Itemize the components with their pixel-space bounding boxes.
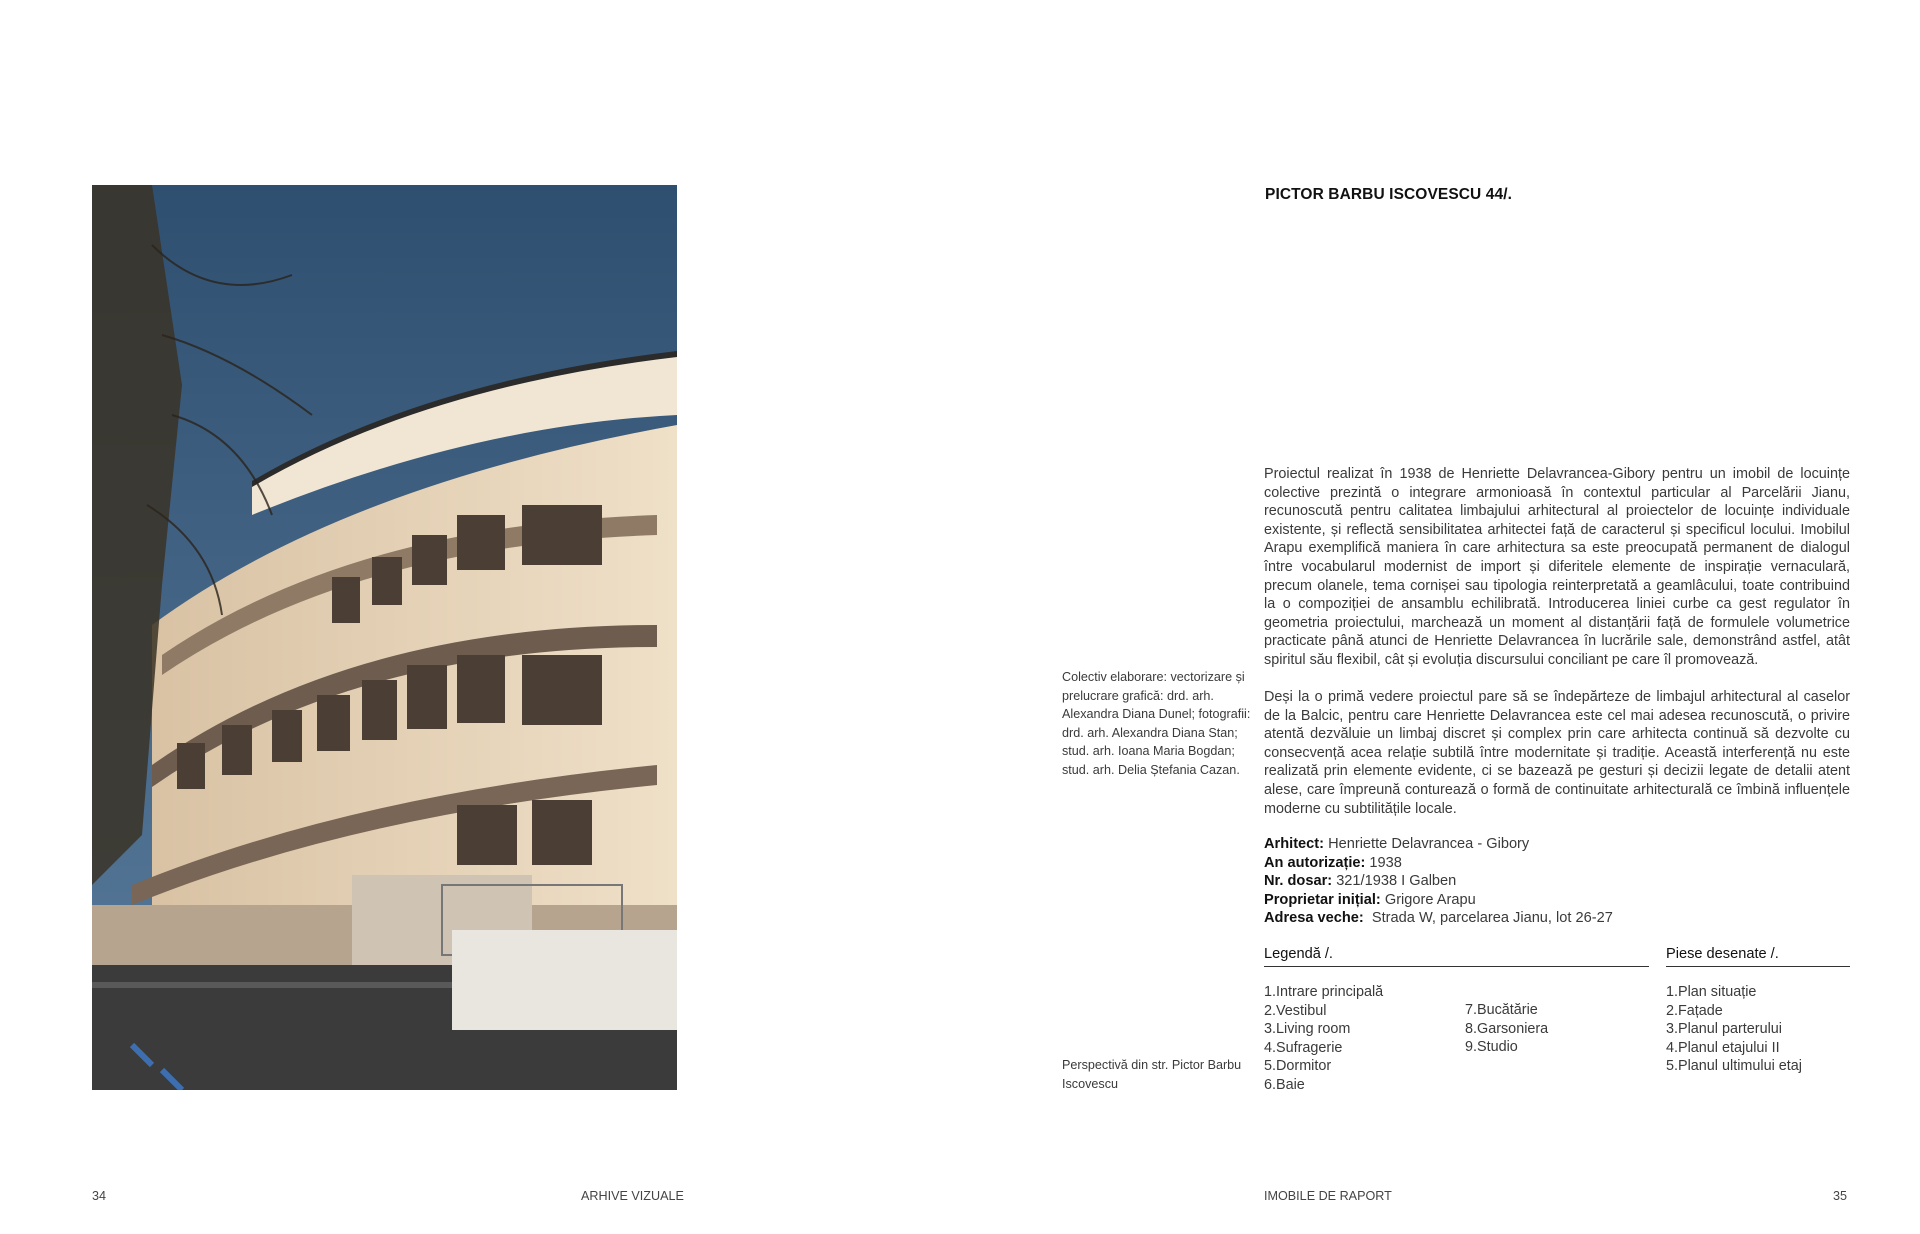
list-item: 3.Planul parterului	[1666, 1021, 1782, 1038]
list-item: 9.Studio	[1465, 1039, 1518, 1056]
legend-title: Legendă /.	[1264, 946, 1333, 962]
list-item: 1.Plan situație	[1666, 984, 1757, 1000]
photo-caption: Perspectivă din str. Pictor Barbu Iscovescu	[1062, 1058, 1242, 1091]
list-item: 5.Dormitor	[1264, 1058, 1332, 1075]
legend-list-1	[1264, 983, 1383, 1095]
info-block	[1264, 835, 1613, 928]
page-title: PICTOR BARBU ISCOVESCU 44/.	[1265, 186, 1513, 203]
list-item: 2.Fațade	[1666, 1002, 1723, 1019]
credits-text: Colectiv elaborare: vectorizare și prelucrare grafică: drd. arh. Alexandra Diana Dunel; fotografii: drd. arh. Alexandra Diana Stan; stud. arh. Ioana Maria Bogdan; stud. arh. Delia Ștefania Cazan.	[1062, 670, 1251, 777]
list-item: 3.Living room	[1264, 1021, 1351, 1038]
body-paragraph-2: Deși la o primă vedere proiectul pare să se îndepărteze de limbajul arhitectural al caselor de la Balcic, pentru care Henriette Delavrancea este cel mai adesea recunoscută, o privire atentă dezvăluie un limbaj discret și complex prin care arhitecta continuă să dezvolte cu consecvență acea relație subtilă între modernitate și tradiție. Această interferență nu este realizată prin elemente evidente, ci se bazează pe gesturi și decizii legate de detalii atent alese, care împreună conturează o formă de continuitate arhitecturală ce îmbină influențele moderne cu subtilitățile locale.	[1264, 689, 1850, 817]
pieces-divider	[1666, 966, 1850, 967]
info-row-owner	[1264, 891, 1613, 910]
info-value: 1938	[1369, 854, 1402, 871]
info-row-address	[1264, 909, 1613, 928]
legend-list-2	[1465, 1001, 1548, 1057]
legend-divider	[1264, 966, 1649, 967]
info-value: Henriette Delavrancea - Gibory	[1328, 836, 1530, 852]
info-label: An autorizație:	[1264, 854, 1366, 871]
list-item: 1.Intrare principală	[1264, 984, 1384, 1000]
pieces-list	[1666, 983, 1802, 1076]
list-item: 4.Planul etajului II	[1666, 1039, 1780, 1056]
info-row-year	[1264, 854, 1613, 873]
pieces-title: Piese desenate /.	[1666, 946, 1779, 962]
info-row-architect	[1264, 835, 1613, 854]
list-item: 2.Vestibul	[1264, 1002, 1327, 1019]
info-label: Nr. dosar:	[1264, 873, 1333, 890]
info-label: Arhitect:	[1264, 836, 1324, 852]
list-item: 4.Sufragerie	[1264, 1039, 1343, 1056]
page-number-left: 34	[92, 1189, 107, 1203]
info-value: Strada W, parcelarea Jianu, lot 26-27	[1367, 910, 1613, 927]
info-label: Proprietar inițial:	[1264, 891, 1381, 908]
info-value: 321/1938 I Galben	[1336, 873, 1457, 890]
building-photo-icon	[92, 185, 677, 1090]
list-item: 8.Garsoniera	[1465, 1020, 1549, 1037]
page-number-right: 35	[1833, 1189, 1848, 1203]
list-item: 5.Planul ultimului etaj	[1666, 1058, 1802, 1075]
info-label: Adresa veche:	[1264, 910, 1364, 927]
section-title-right: IMOBILE DE RAPORT	[1264, 1189, 1392, 1203]
list-item: 6.Baie	[1264, 1076, 1305, 1093]
section-title-left: ARHIVE VIZUALE	[581, 1189, 684, 1203]
list-item: 7.Bucătărie	[1465, 1002, 1538, 1018]
info-row-file	[1264, 872, 1613, 891]
body-paragraph-1: Proiectul realizat în 1938 de Henriette Delavrancea-Gibory pentru un imobil de locuințe colective prezintă o integrare armonioasă în contextul particular al Parcelării Jianu, recunoscută pentru calitatea limbajului arhitectural al proiectelor de locuințe individuale existente, și reflectă sensibilitatea arhitectei față de caracterul și specificul locului. Imobilul Arapu exemplifică maniera în care arhitectura sa este preocupată permanent de dialogul între vocabularul modernist de import și diferitele elemente de inspirație vernaculară, precum olanele, tema cornișei sau tipologia reinterpretată a geamlâcului, toate contribuind la o compoziției de ansamblu echilibrată. Introducerea liniei curbe ca gest regulator în geometria proiectului, marchează un moment al distanțării față de formulele volumetrice practicate până atunci de Henriette Delavrancea în lucrările sale, demonstrând astfel, atât spiritul său flexibil, cât și evoluția discursului conciliant pe care îl promovează.	[1264, 466, 1850, 668]
building-photo	[92, 185, 677, 1090]
info-value: Grigore Arapu	[1384, 891, 1476, 908]
